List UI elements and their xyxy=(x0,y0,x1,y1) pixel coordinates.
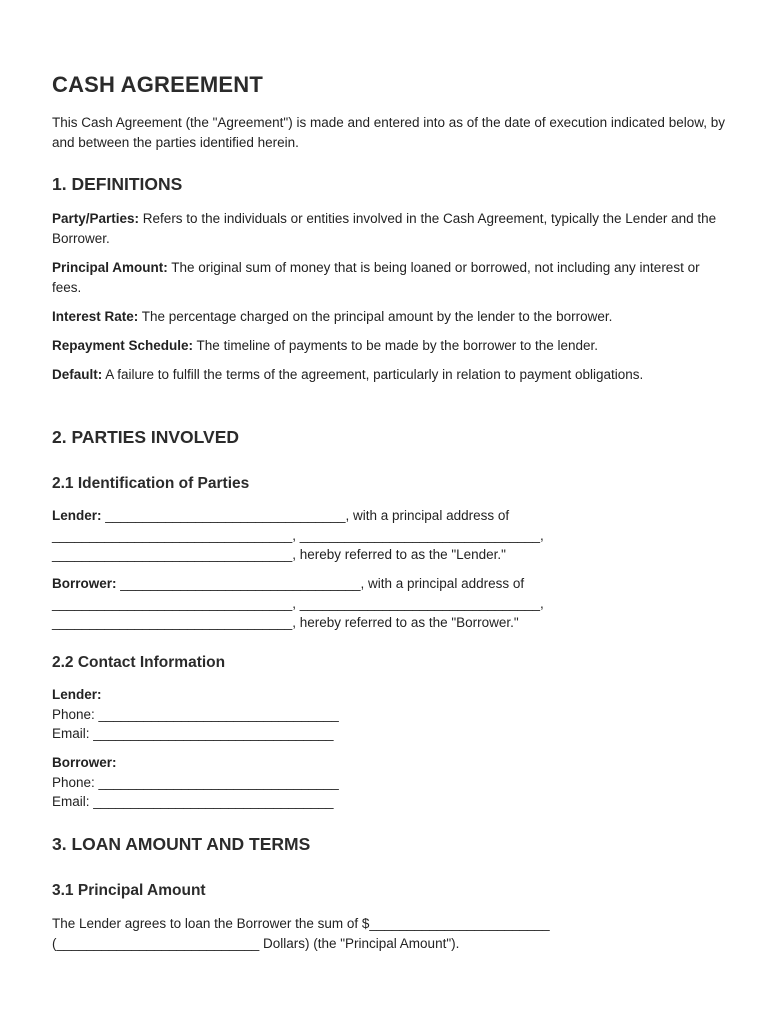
definition-principal-amount xyxy=(52,258,732,297)
borrower-phone-blank: Phone: ________________________________ xyxy=(52,774,339,790)
principal-amount-line2: (___________________________ Dollars) (the "Principal Amount"). xyxy=(52,935,460,951)
lender-name-blank: ________________________________, with a principal address of xyxy=(101,508,510,523)
definition-default xyxy=(52,365,732,385)
lender-label: Lender: xyxy=(52,508,102,523)
borrower-contact-label: Borrower: xyxy=(52,755,117,770)
definition-term: Repayment Schedule: xyxy=(52,338,194,353)
definition-term: Default: xyxy=(52,367,103,382)
definition-text: The percentage charged on the principal amount by the lender to the borrower. xyxy=(138,309,613,324)
borrower-name-blank: ________________________________, with a principal address of xyxy=(116,576,525,591)
definition-text: The original sum of money that is being loaned or borrowed, not including any interest or fees. xyxy=(52,260,700,295)
intro-paragraph: This Cash Agreement (the "Agreement") is made and entered into as of the date of execution indicated below, by and between the parties identified herein. xyxy=(52,115,725,150)
principal-amount-line1: The Lender agrees to loan the Borrower the sum of $________________________ xyxy=(52,916,550,931)
subsection-principal-heading: 3.1 Principal Amount xyxy=(52,882,206,899)
subsection-contact-heading: 2.2 Contact Information xyxy=(52,654,226,671)
borrower-identification xyxy=(52,574,732,633)
lender-identification xyxy=(52,506,732,565)
borrower-address-blank: ________________________________, ________________________________, xyxy=(52,595,544,611)
definition-text: A failure to fulfill the terms of the agreement, particularly in relation to payment obligations. xyxy=(102,367,644,382)
definition-text: Refers to the individuals or entities involved in the Cash Agreement, typically the Lender and the Borrower. xyxy=(52,211,717,246)
definition-repayment-schedule xyxy=(52,336,732,356)
lender-contact xyxy=(52,685,732,744)
lender-address-blank: ________________________________, ________________________________, xyxy=(52,527,544,543)
lender-phone-blank: Phone: ________________________________ xyxy=(52,706,339,722)
borrower-address-line3: ________________________________, hereby referred to as the "Borrower." xyxy=(52,615,519,630)
section-definitions-heading: 1. DEFINITIONS xyxy=(52,174,183,194)
definition-term: Principal Amount: xyxy=(52,260,168,275)
section-parties-heading: 2. PARTIES INVOLVED xyxy=(52,427,240,447)
borrower-contact xyxy=(52,753,732,812)
definition-interest-rate xyxy=(52,307,732,327)
lender-email-blank: Email: ________________________________ xyxy=(52,726,334,741)
lender-address-line3: ________________________________, hereby referred to as the "Lender." xyxy=(52,547,506,562)
borrower-email-blank: Email: ________________________________ xyxy=(52,794,334,809)
definition-text: The timeline of payments to be made by the borrower to the lender. xyxy=(193,338,599,353)
document-title: CASH AGREEMENT xyxy=(52,72,263,97)
definition-term: Interest Rate: xyxy=(52,309,139,324)
section-loan-heading: 3. LOAN AMOUNT AND TERMS xyxy=(52,834,311,854)
principal-amount-clause xyxy=(52,914,732,953)
definition-term: Party/Parties: xyxy=(52,211,140,226)
subsection-identification-heading: 2.1 Identification of Parties xyxy=(52,475,250,492)
lender-contact-label: Lender: xyxy=(52,687,102,702)
borrower-label: Borrower: xyxy=(52,576,117,591)
definition-party xyxy=(52,209,732,248)
